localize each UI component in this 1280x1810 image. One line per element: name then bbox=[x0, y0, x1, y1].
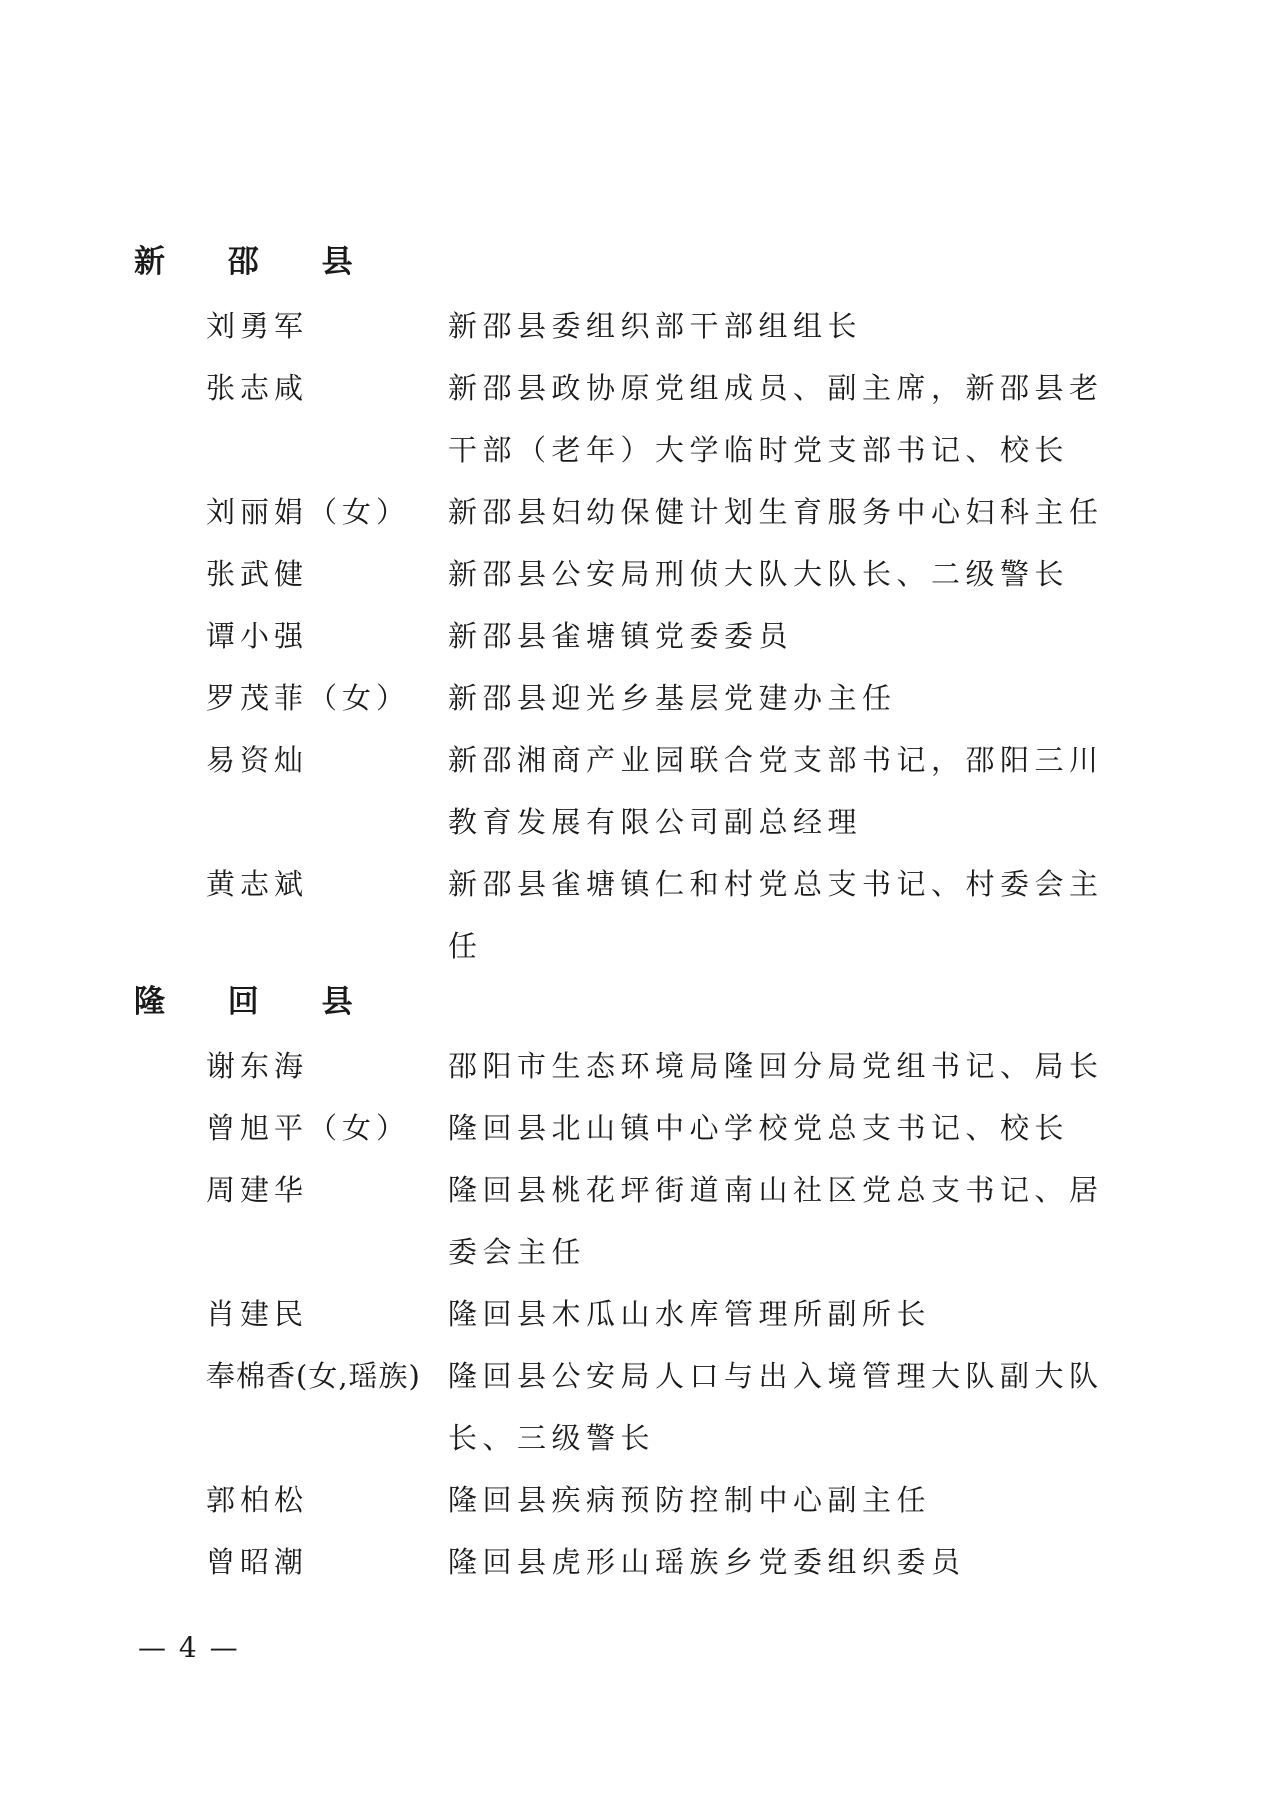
member-title: 新邵县妇幼保健计划生育服务中心妇科主任 bbox=[448, 495, 1104, 529]
member-title: 隆回县疾病预防控制中心副主任 bbox=[448, 1483, 932, 1517]
member-row bbox=[0, 729, 1280, 853]
member-title: 新邵县委组织部干部组组长 bbox=[448, 309, 863, 343]
member-row bbox=[0, 1035, 1280, 1097]
member-row bbox=[0, 1469, 1280, 1531]
member-title: 隆回县北山镇中心学校党总支书记、校长 bbox=[448, 1111, 1070, 1145]
member-row bbox=[0, 1097, 1280, 1159]
member-row bbox=[0, 357, 1280, 481]
member-name: 张武健 bbox=[206, 557, 309, 591]
member-title: 隆回县虎形山瑶族乡党委组织委员 bbox=[448, 1545, 966, 1579]
member-name: 谢东海 bbox=[206, 1049, 309, 1083]
member-name: 奉棉香(女,瑶族) bbox=[206, 1359, 421, 1393]
member-row bbox=[0, 853, 1280, 977]
member-title: 隆回县桃花坪街道南山社区党总支书记、居委会主任 bbox=[448, 1173, 1104, 1269]
member-name: 周建华 bbox=[206, 1173, 309, 1207]
member-title: 新邵县雀塘镇党委委员 bbox=[448, 619, 794, 653]
member-name: 郭柏松 bbox=[206, 1483, 309, 1517]
member-name: 刘勇军 bbox=[206, 309, 309, 343]
county-heading: 新 邵 县 bbox=[134, 244, 379, 280]
member-list bbox=[0, 295, 1280, 977]
member-title: 新邵县雀塘镇仁和村党总支书记、村委会主任 bbox=[448, 867, 1104, 963]
member-title: 隆回县公安局人口与出入境管理大队副大队长、三级警长 bbox=[448, 1359, 1104, 1455]
member-row bbox=[0, 1159, 1280, 1283]
member-name: 刘丽娟（女） bbox=[206, 495, 411, 529]
member-row bbox=[0, 605, 1280, 667]
member-title: 新邵县政协原党组成员、副主席，新邵县老干部（老年）大学临时党支部书记、校长 bbox=[448, 371, 1104, 467]
member-row bbox=[0, 667, 1280, 729]
member-row bbox=[0, 1283, 1280, 1345]
member-title: 新邵湘商产业园联合党支部书记，邵阳三川教育发展有限公司副总经理 bbox=[448, 743, 1104, 839]
member-row bbox=[0, 1531, 1280, 1593]
member-name: 曾旭平（女） bbox=[206, 1111, 411, 1145]
member-name: 曾昭潮 bbox=[206, 1545, 309, 1579]
member-name: 谭小强 bbox=[206, 619, 309, 653]
member-title: 新邵县迎光乡基层党建办主任 bbox=[448, 681, 897, 715]
member-name: 易资灿 bbox=[206, 743, 309, 777]
member-name: 罗茂菲（女） bbox=[206, 681, 411, 715]
member-title: 新邵县公安局刑侦大队大队长、二级警长 bbox=[448, 557, 1070, 591]
member-row bbox=[0, 543, 1280, 605]
member-row bbox=[0, 295, 1280, 357]
county-heading: 隆 回 县 bbox=[134, 984, 379, 1020]
page-number: — 4 — bbox=[138, 1631, 240, 1664]
member-title: 邵阳市生态环境局隆回分局党组书记、局长 bbox=[448, 1049, 1104, 1083]
member-name: 张志咸 bbox=[206, 371, 309, 405]
member-name: 黄志斌 bbox=[206, 867, 309, 901]
member-list bbox=[0, 1035, 1280, 1593]
member-row bbox=[0, 1345, 1280, 1469]
member-name: 肖建民 bbox=[206, 1297, 309, 1331]
member-title: 隆回县木瓜山水库管理所副所长 bbox=[448, 1297, 932, 1331]
member-row bbox=[0, 481, 1280, 543]
